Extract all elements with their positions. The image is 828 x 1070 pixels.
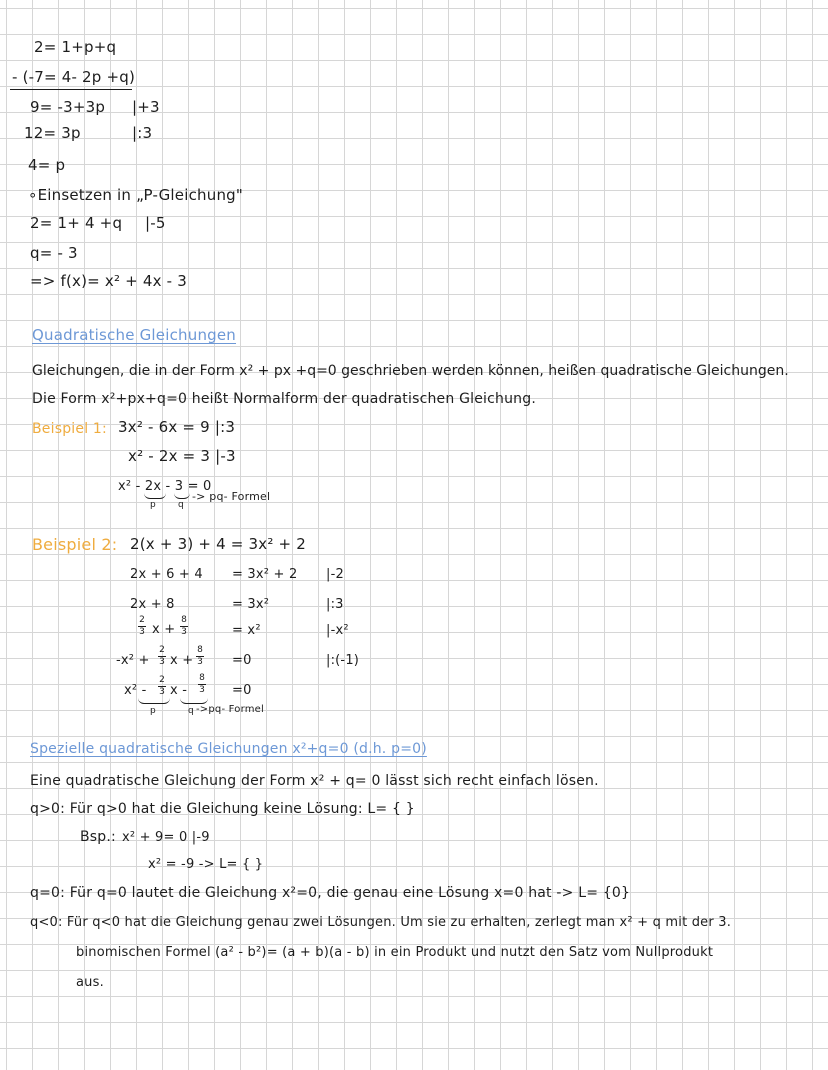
example-1-pq-arrow: -> pq- Formel xyxy=(192,490,271,503)
calc-line-3: 9= -3+3p xyxy=(30,98,106,116)
fraction-two-thirds-2: 2 3 xyxy=(159,645,165,667)
calc-op-7: |-5 xyxy=(145,214,166,232)
example-2-label: Beispiel 2: xyxy=(32,535,118,554)
calc-line-1: 2= 1+p+q xyxy=(34,38,117,56)
case-q-positive: q>0: Für q>0 hat die Gleichung keine Lösung: L= { } xyxy=(30,801,415,817)
example-1-line-1: 3x² - 6x = 9 |:3 xyxy=(118,418,236,436)
case-q-negative-line-2: binomischen Formel (a² - b²)= (a + b)(a - b) in ein Produkt und nutzt den Satz vom Nullprodukt xyxy=(76,945,714,960)
case-q-negative-line-3: aus. xyxy=(76,975,104,990)
case-q-negative-line-1: q<0: Für q<0 hat die Gleichung genau zwei Lösungen. Um sie zu erhalten, zerlegt man x² + q mit der 3. xyxy=(30,915,732,930)
case-q-zero: q=0: Für q=0 lautet die Gleichung x²=0, die genau eine Lösung x=0 hat -> L= {0} xyxy=(30,885,631,901)
fraction-eight-thirds-2: 8 3 xyxy=(197,645,203,667)
p-brace-2 xyxy=(138,698,170,704)
example-2-row-4-x: x + xyxy=(170,653,194,668)
calc-line-7: 2= 1+ 4 +q xyxy=(30,214,123,232)
example-2-row-5-left: x² - xyxy=(124,683,147,698)
normalform-paragraph: Die Form x²+px+q=0 heißt Normalform der quadratischen Gleichung. xyxy=(32,391,536,407)
example-1-line-3: x² - 2x - 3 = 0 xyxy=(118,479,212,494)
example-2-row-2-right: = 3x² xyxy=(232,597,270,612)
fraction-two-thirds: 2 3 xyxy=(139,615,145,637)
calc-line-4: 12= 3p xyxy=(24,124,81,142)
example-2-row-1-right: = 3x² + 2 xyxy=(232,567,298,582)
example-2-row-5-right: =0 xyxy=(232,683,252,698)
example-2-row-4-op: |:(-1) xyxy=(326,653,360,668)
example-2-row-3-op: |-x² xyxy=(326,623,349,638)
calc-op-3: |+3 xyxy=(132,98,160,116)
calc-line-9: => f(x)= x² + 4x - 3 xyxy=(30,272,188,290)
bsp-line-1: x² + 9= 0 |-9 xyxy=(122,830,210,845)
example-1-label: Beispiel 1: xyxy=(32,421,107,437)
speziell-intro: Eine quadratische Gleichung der Form x² + q= 0 lässt sich recht einfach lösen. xyxy=(30,773,599,789)
calc-op-4: |:3 xyxy=(132,124,153,142)
example-2-equation: 2(x + 3) + 4 = 3x² + 2 xyxy=(130,535,307,553)
example-2-row-4-left: -x² + xyxy=(116,653,150,668)
example-2-p-label: p xyxy=(150,706,156,716)
fraction-eight-thirds: 8 3 xyxy=(181,615,187,637)
example-2-pq-arrow: ->pq- Formel xyxy=(196,704,264,715)
example-1-p-label: p xyxy=(150,500,156,510)
example-2-row-2-op: |:3 xyxy=(326,597,344,612)
fraction-eight-thirds-3: 8 3 xyxy=(199,673,205,695)
example-2-row-3-right: = x² xyxy=(232,623,261,638)
example-2-row-1-left: 2x + 6 + 4 xyxy=(130,567,203,582)
section-heading-quadratische: Quadratische Gleichungen xyxy=(32,326,237,344)
example-label-bsp: Bsp.: xyxy=(80,829,116,845)
bsp-line-2: x² = -9 -> L= { } xyxy=(148,857,264,872)
example-1-q-label: q xyxy=(178,500,184,510)
q-brace xyxy=(174,493,190,499)
section-heading-speziell: Spezielle quadratische Gleichungen x²+q=0 (d.h. p=0) xyxy=(30,741,427,757)
example-2-row-1-op: |-2 xyxy=(326,567,344,582)
calc-underline xyxy=(10,89,132,90)
calc-line-6: ∘Einsetzen in „P-Gleichung" xyxy=(28,186,243,204)
calc-line-8: q= - 3 xyxy=(30,244,78,262)
example-2-q-label: q xyxy=(188,706,194,716)
example-2-row-4-right: =0 xyxy=(232,653,252,668)
example-2-row-5-x: x - xyxy=(170,683,188,698)
p-brace xyxy=(144,493,166,499)
definition-paragraph: Gleichungen, die in der Form x² + px +q=0 geschrieben werden können, heißen quadratische Gleichungen. xyxy=(32,363,789,379)
fraction-two-thirds-3: 2 3 xyxy=(159,675,165,697)
example-2-row-3-x: x + xyxy=(152,622,176,637)
example-1-line-2: x² - 2x = 3 |-3 xyxy=(128,447,236,465)
calc-line-5: 4= p xyxy=(28,156,66,174)
example-2-row-2-left: 2x + 8 xyxy=(130,597,175,612)
calc-line-2: - (-7= 4- 2p +q) xyxy=(12,68,136,86)
